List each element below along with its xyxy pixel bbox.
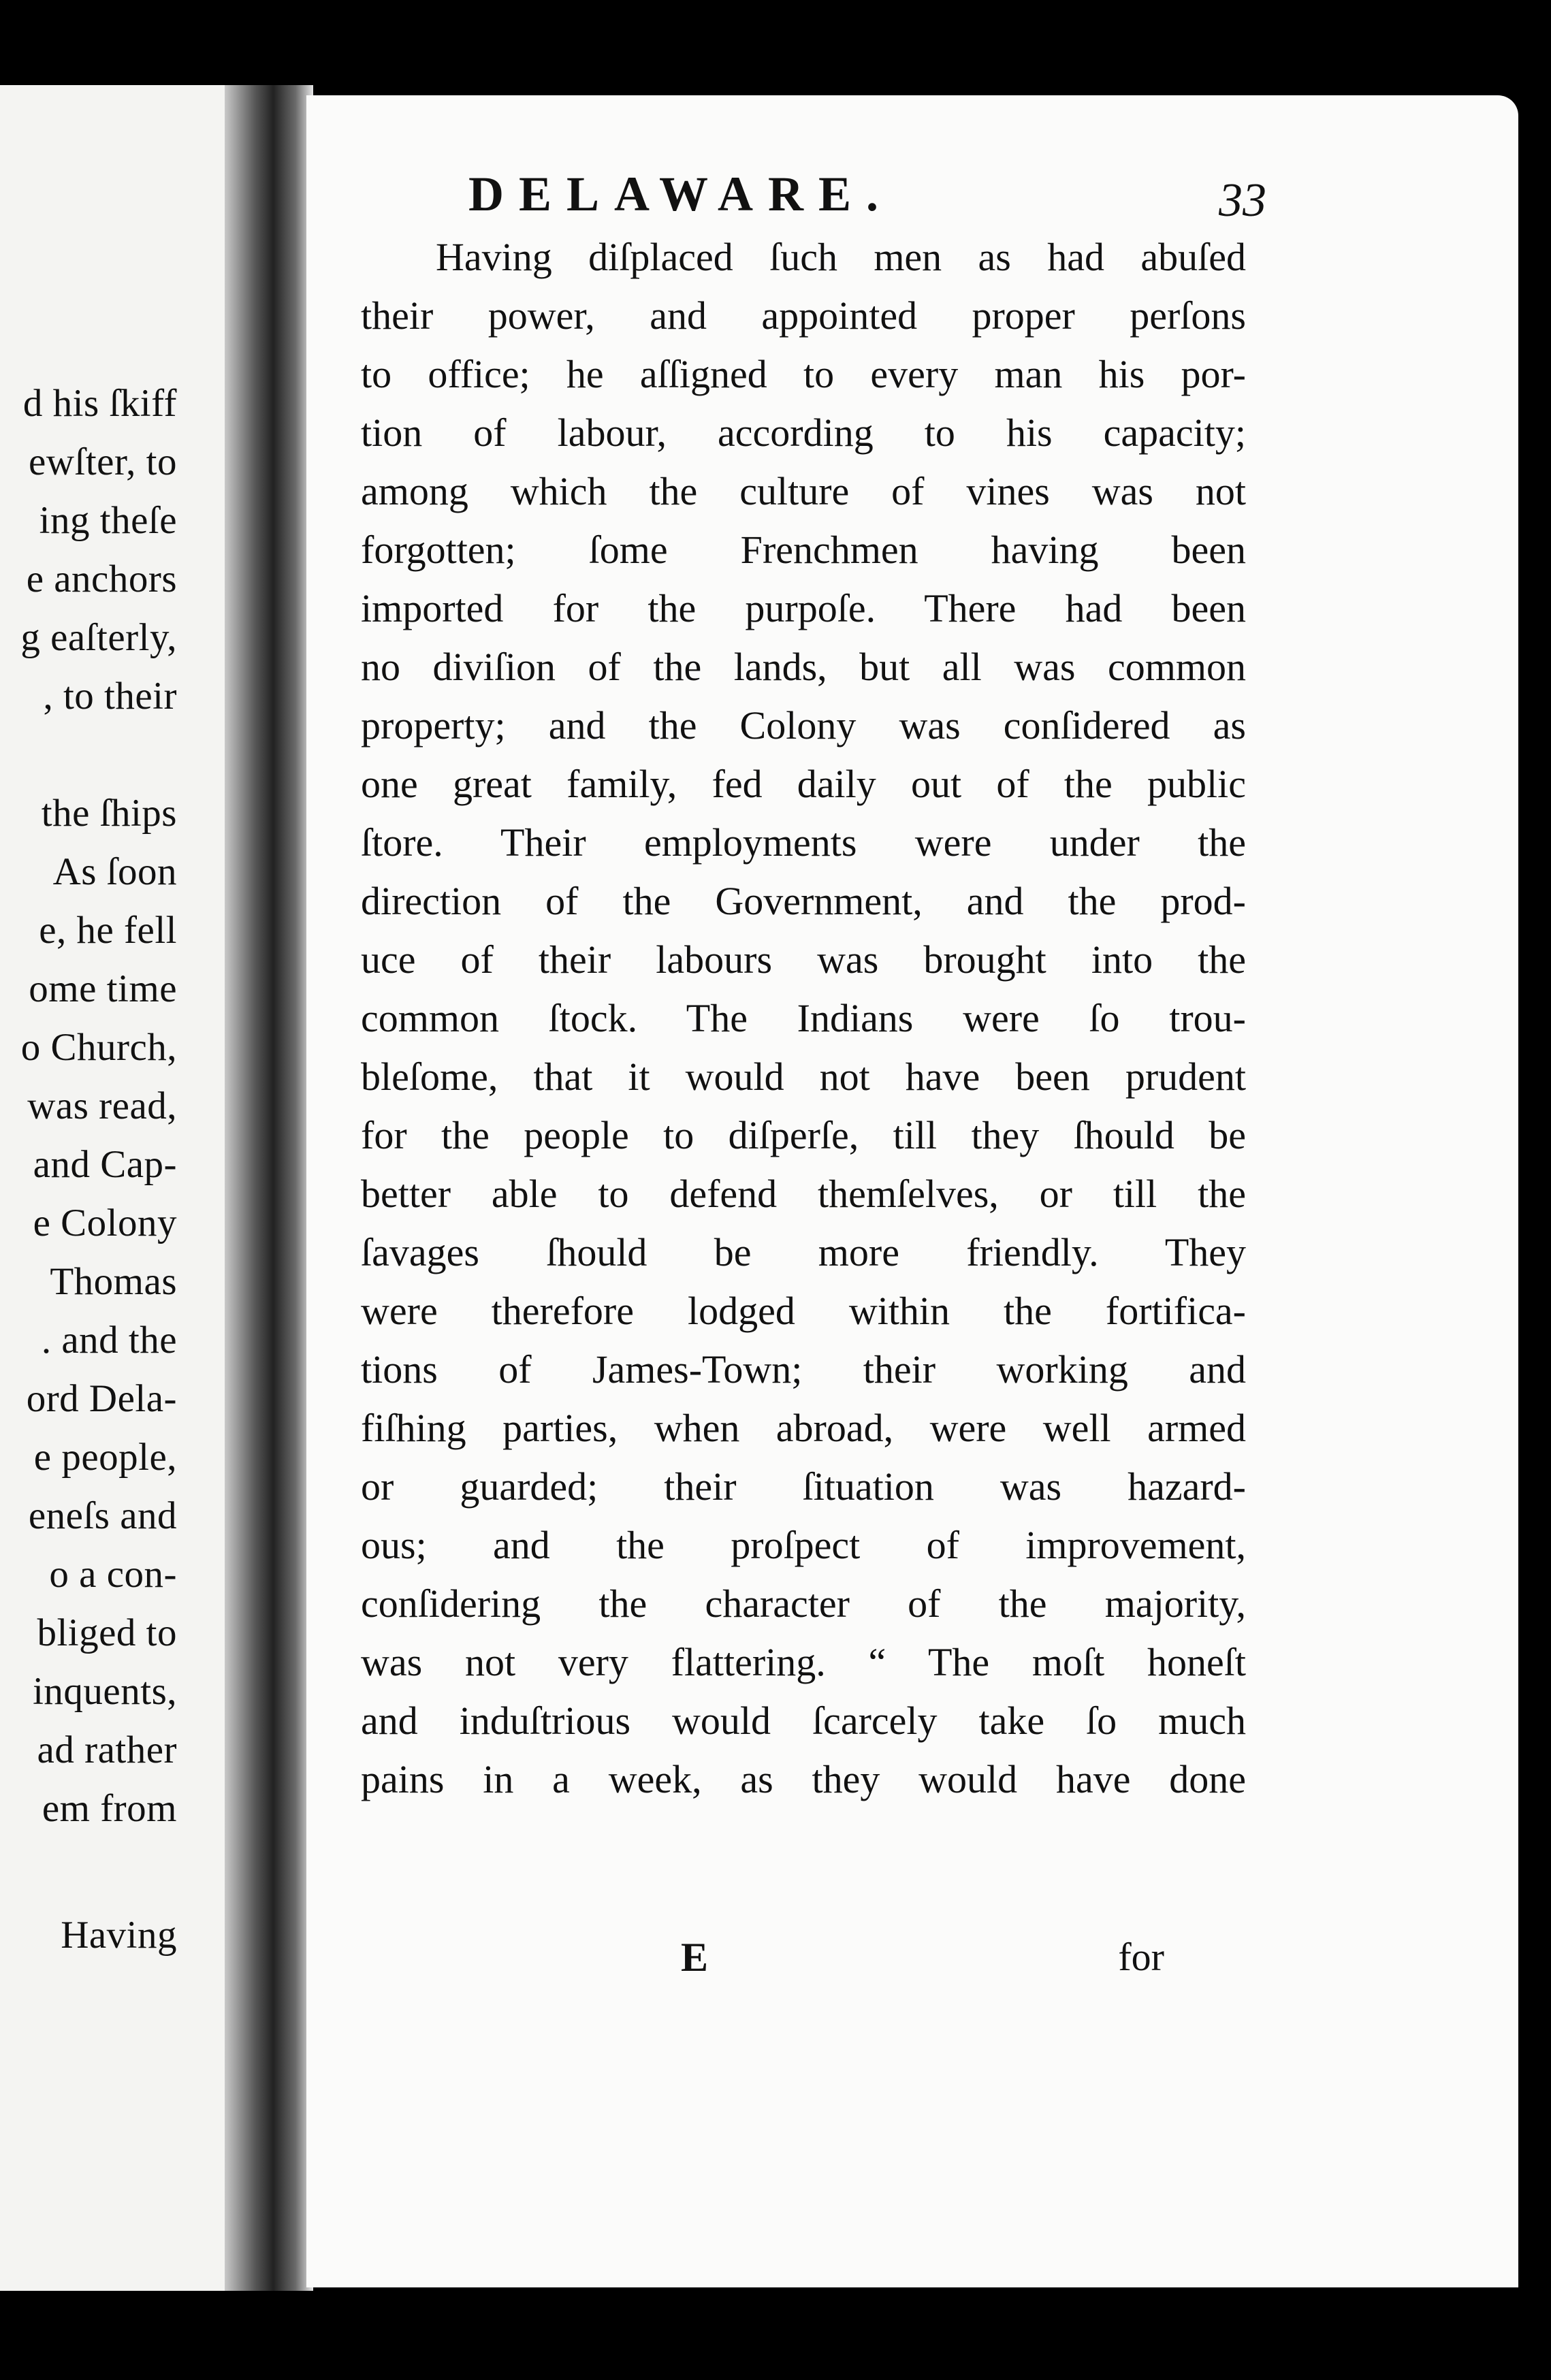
text-line: was not very flattering. “ The moſt honeſt — [361, 1640, 1246, 1684]
left-page-line: e, he fell — [39, 909, 177, 952]
text-line: were therefore lodged within the fortifica- — [361, 1289, 1246, 1333]
text-line: and induſtrious would ſcarcely take ſo much — [361, 1699, 1246, 1743]
text-line: tion of labour, according to his capacity; — [361, 411, 1246, 455]
left-page-line: ome time — [29, 967, 177, 1010]
left-page-line — [0, 1838, 177, 1897]
left-page-line — [0, 726, 177, 784]
left-page-line: d his ſkiff — [22, 382, 177, 425]
catchline — [361, 1930, 1164, 1984]
text-line: direction of the Government, and the prod- — [361, 879, 1246, 923]
text-line: imported for the purpoſe. There had been — [361, 586, 1246, 630]
catchword: for — [1118, 1935, 1164, 1979]
left-page-line: ad rather — [37, 1728, 177, 1771]
left-page-line: e anchors — [26, 558, 177, 600]
left-page-line: was read, — [27, 1084, 177, 1127]
left-page-line: e Colony — [33, 1202, 177, 1244]
text-line: no diviſion of the lands, but all was common — [361, 645, 1246, 689]
left-page-line: e people, — [33, 1436, 177, 1479]
text-line: better able to defend themſelves, or till the — [361, 1172, 1246, 1216]
text-line: or guarded; their ſituation was hazard- — [361, 1464, 1246, 1509]
left-page-line: Thomas — [50, 1260, 177, 1303]
left-page-line: em from — [42, 1787, 177, 1830]
text-line: bleſome, that it would not have been prudent — [361, 1055, 1246, 1099]
left-page-line: . and the — [41, 1319, 177, 1362]
text-line: ſtore. Their employments were under the — [361, 820, 1246, 865]
left-page-line: ewſter, to — [29, 440, 177, 483]
left-page-line: As ſoon — [52, 850, 177, 893]
text-line: property; and the Colony was conſidered as — [361, 703, 1246, 747]
text-line: for the people to diſperſe, till they ſhould be — [361, 1113, 1246, 1157]
text-line: ous; and the proſpect of improvement, — [361, 1523, 1246, 1567]
text-line: to office; he aſſigned to every man his por- — [361, 352, 1246, 396]
left-page-line: o a con- — [49, 1553, 177, 1596]
running-title: DELAWARE. — [468, 167, 894, 221]
left-page-text — [0, 374, 177, 1965]
left-page-line: bliged to — [37, 1611, 177, 1654]
text-line: common ſtock. The Indians were ſo trou- — [361, 996, 1246, 1040]
text-line: their power, and appointed proper perſons — [361, 293, 1246, 338]
left-page-line: ing theſe — [39, 499, 177, 542]
text-line: ſavages ſhould be more friendly. They — [361, 1230, 1246, 1274]
text-line: among which the culture of vines was not — [361, 469, 1246, 513]
text-line: uce of their labours was brought into the — [361, 937, 1246, 982]
left-page-line: Having — [61, 1914, 177, 1957]
left-page-line: eneſs and — [28, 1494, 177, 1537]
page-number: 33 — [1219, 174, 1266, 227]
text-line: one great family, fed daily out of the public — [361, 762, 1246, 806]
body-text — [361, 228, 1246, 1809]
left-page-line: the ſhips — [41, 792, 177, 835]
signature-mark: E — [681, 1935, 709, 1980]
left-page-line: ord Dela- — [26, 1377, 177, 1420]
left-page-line: inquents, — [33, 1670, 177, 1713]
left-page-line: o Church, — [20, 1026, 177, 1069]
text-line: forgotten; ſome Frenchmen having been — [361, 528, 1246, 572]
running-head — [259, 157, 1266, 231]
text-line: conſidering the character of the majority, — [361, 1581, 1246, 1626]
book-gutter — [225, 85, 313, 2291]
left-page-line: , to their — [43, 675, 177, 718]
text-line: fiſhing parties, when abroad, were well armed — [361, 1406, 1246, 1450]
left-page-line: g eaſterly, — [20, 616, 177, 659]
text-line: tions of James-Town; their working and — [361, 1347, 1246, 1392]
text-line: Having diſplaced ſuch men as had abuſed — [436, 235, 1246, 279]
text-line: pains in a week, as they would have done — [361, 1757, 1246, 1801]
left-page-line: and Cap- — [33, 1143, 177, 1186]
